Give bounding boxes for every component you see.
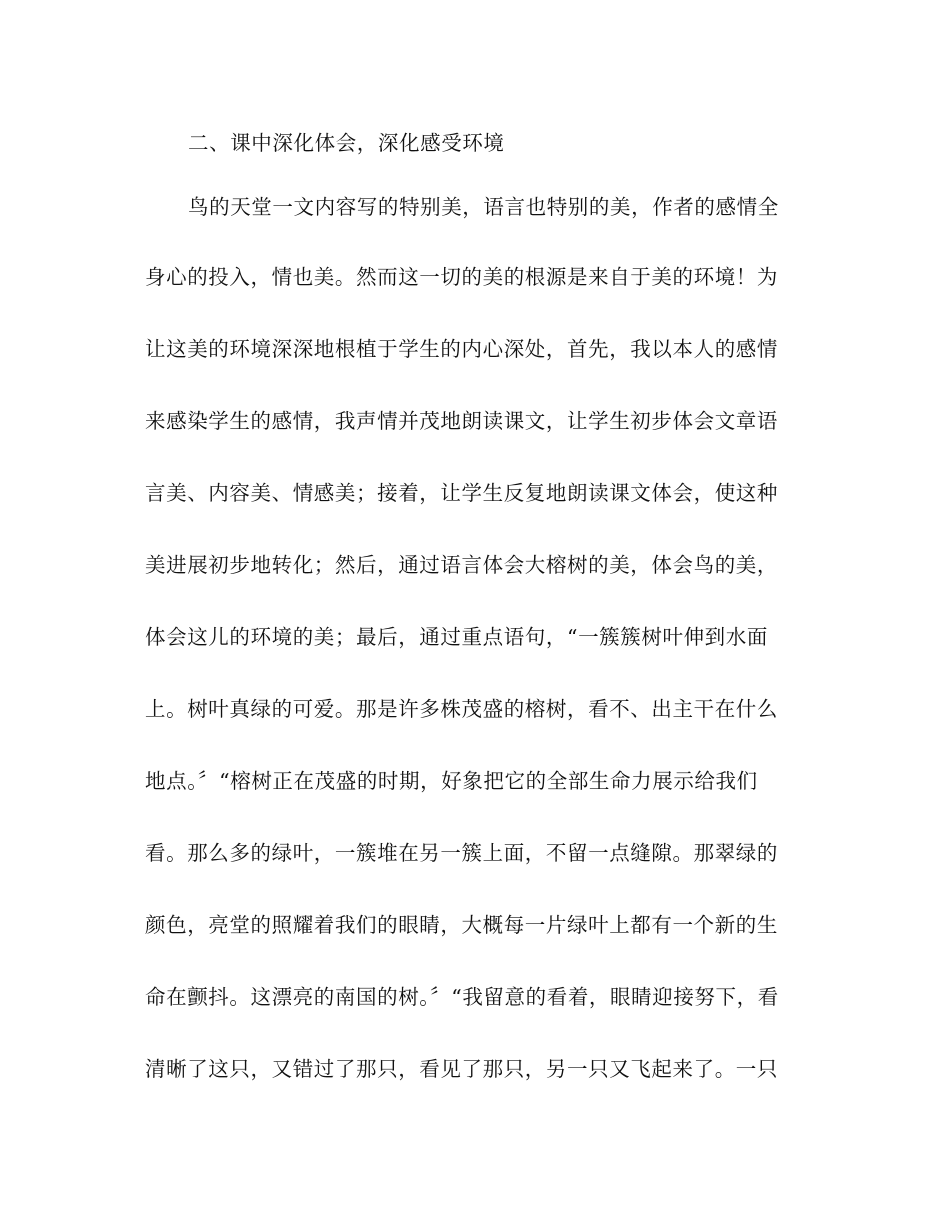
paragraph-line-2: 身心的投入，情也美。然而这一切的美的根源是来自于美的环境！为 xyxy=(145,265,778,289)
paragraph-line-12: 命在颤抖。这漂亮的南国的树。〞“我留意的看着，眼睛迎接努下，看 xyxy=(145,985,779,1009)
paragraph-line-9: 地点。〞“榕树正在茂盛的时期，好象把它的全部生命力展示给我们 xyxy=(145,769,758,793)
section-heading: 二、课中深化体会，深化感受环境 xyxy=(188,131,505,155)
paragraph-line-3: 让这美的环境深深地根植于学生的内心深处，首先，我以本人的感情 xyxy=(145,337,778,361)
paragraph-line-1: 鸟的天堂一文内容写的特别美，语言也特别的美，作者的感情全 xyxy=(188,195,779,219)
paragraph-line-6: 美进展初步地转化；然后，通过语言体会大榕树的美，体会鸟的美， xyxy=(145,553,778,577)
paragraph-line-11: 颜色，亮堂的照耀着我们的眼睛，大概每一片绿叶上都有一个新的生 xyxy=(145,913,778,937)
paragraph-line-10: 看。那么多的绿叶，一簇堆在另一簇上面，不留一点缝隙。那翠绿的 xyxy=(145,841,778,865)
paragraph-line-5: 言美、内容美、情感美；接着，让学生反复地朗读课文体会，使这种 xyxy=(145,481,778,505)
paragraph-line-13: 清晰了这只，又错过了那只，看见了那只，另一只又飞起来了。一只 xyxy=(145,1057,778,1081)
paragraph-line-4: 来感染学生的感情，我声情并茂地朗读课文，让学生初步体会文章语 xyxy=(145,409,778,433)
paragraph-line-8: 上。树叶真绿的可爱。那是许多株茂盛的榕树，看不、出主干在什么 xyxy=(145,697,778,721)
paragraph-line-7: 体会这儿的环境的美；最后，通过重点语句，“一簇簇树叶伸到水面 xyxy=(145,625,768,649)
